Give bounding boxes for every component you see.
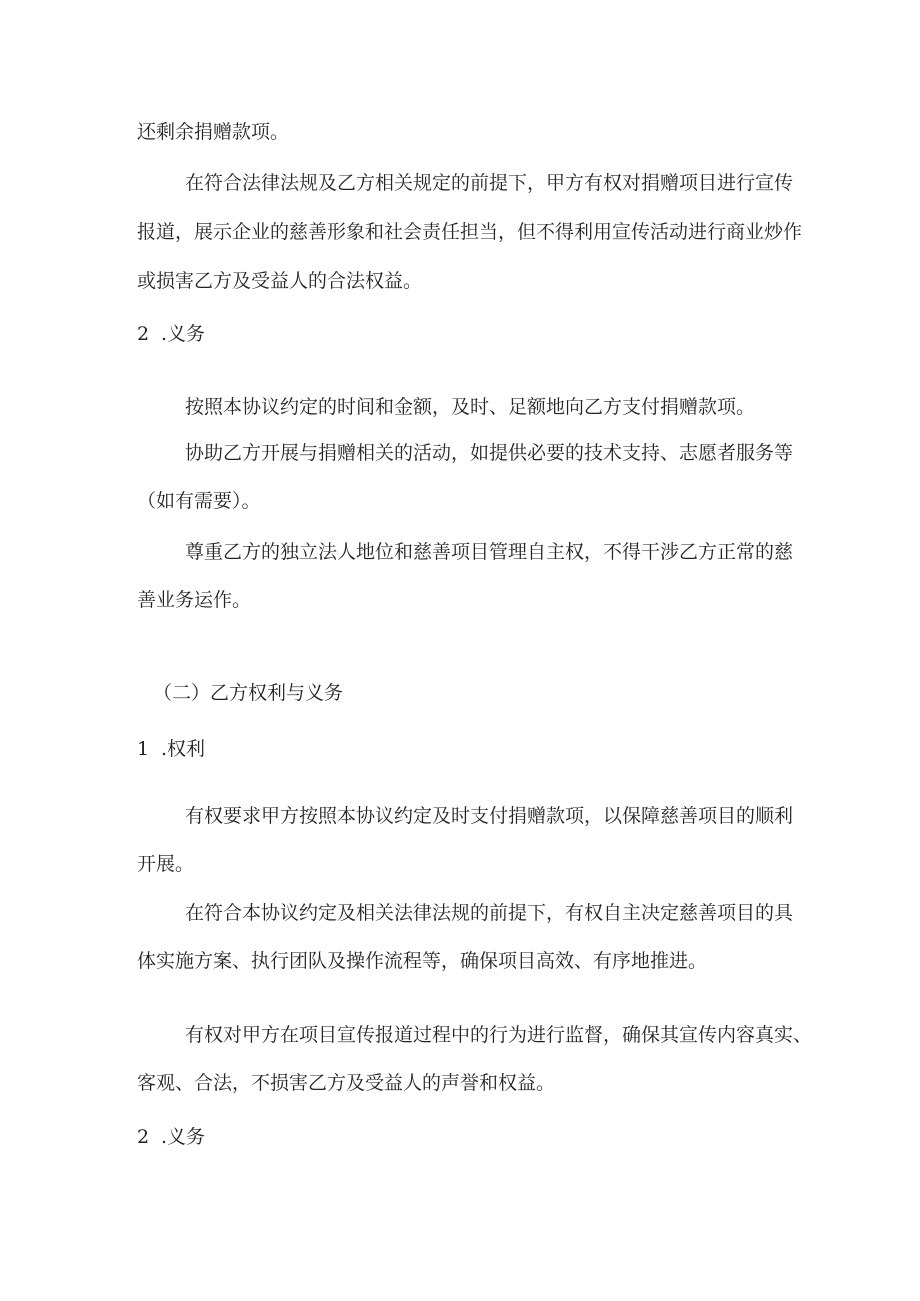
paragraph-line: 尊重乙方的独立法人地位和慈善项目管理自主权，不得干涉乙方正常的慈: [185, 541, 794, 563]
paragraph-line: 有权要求甲方按照本协议约定及时支付捐赠款项，以保障慈善项目的顺利: [185, 805, 794, 827]
paragraph-line: 开展。: [137, 853, 195, 875]
paragraph-line: 在符合本协议约定及相关法律法规的前提下，有权自主决定慈善项目的具: [185, 902, 794, 924]
paragraph-line: 按照本协议约定的时间和金额，及时、足额地向乙方支付捐赠款项。: [185, 396, 756, 418]
paragraph-line: 善业务运作。: [137, 589, 252, 611]
heading-text: .义务: [161, 1126, 206, 1148]
obligations-heading: [137, 321, 205, 347]
paragraph-line: 协助乙方开展与捐赠相关的活动，如提供必要的技术支持、志愿者服务等: [185, 442, 794, 464]
paragraph-line: 在符合法律法规及乙方相关规定的前提下，甲方有权对捐赠项目进行宣传: [185, 172, 794, 194]
rights-heading: [137, 736, 205, 762]
heading-number: 2: [137, 1126, 150, 1148]
paragraph-line: 还剩余捐赠款项。: [137, 121, 290, 143]
section-title: （二）乙方权利与义务: [153, 682, 344, 704]
paragraph-line: 或损害乙方及受益人的合法权益。: [137, 270, 423, 292]
paragraph-line: 体实施方案、执行团队及操作流程等，确保项目高效、有序地推进。: [137, 950, 708, 972]
paragraph-line: 客观、合法，不损害乙方及受益人的声誉和权益。: [137, 1072, 556, 1094]
paragraph-line: 有权对甲方在项目宣传报道过程中的行为进行监督，确保其宣传内容真实、: [185, 1024, 813, 1046]
heading-text: .权利: [161, 738, 206, 760]
heading-text: .义务: [161, 323, 206, 345]
paragraph-line: 报道，展示企业的慈善形象和社会责任担当，但不得利用宣传活动进行商业炒作: [137, 221, 803, 243]
obligations-heading: [137, 1124, 205, 1150]
paragraph-line: （如有需要）。: [137, 490, 261, 512]
heading-number: 2: [137, 323, 150, 345]
heading-number: 1: [137, 738, 150, 760]
